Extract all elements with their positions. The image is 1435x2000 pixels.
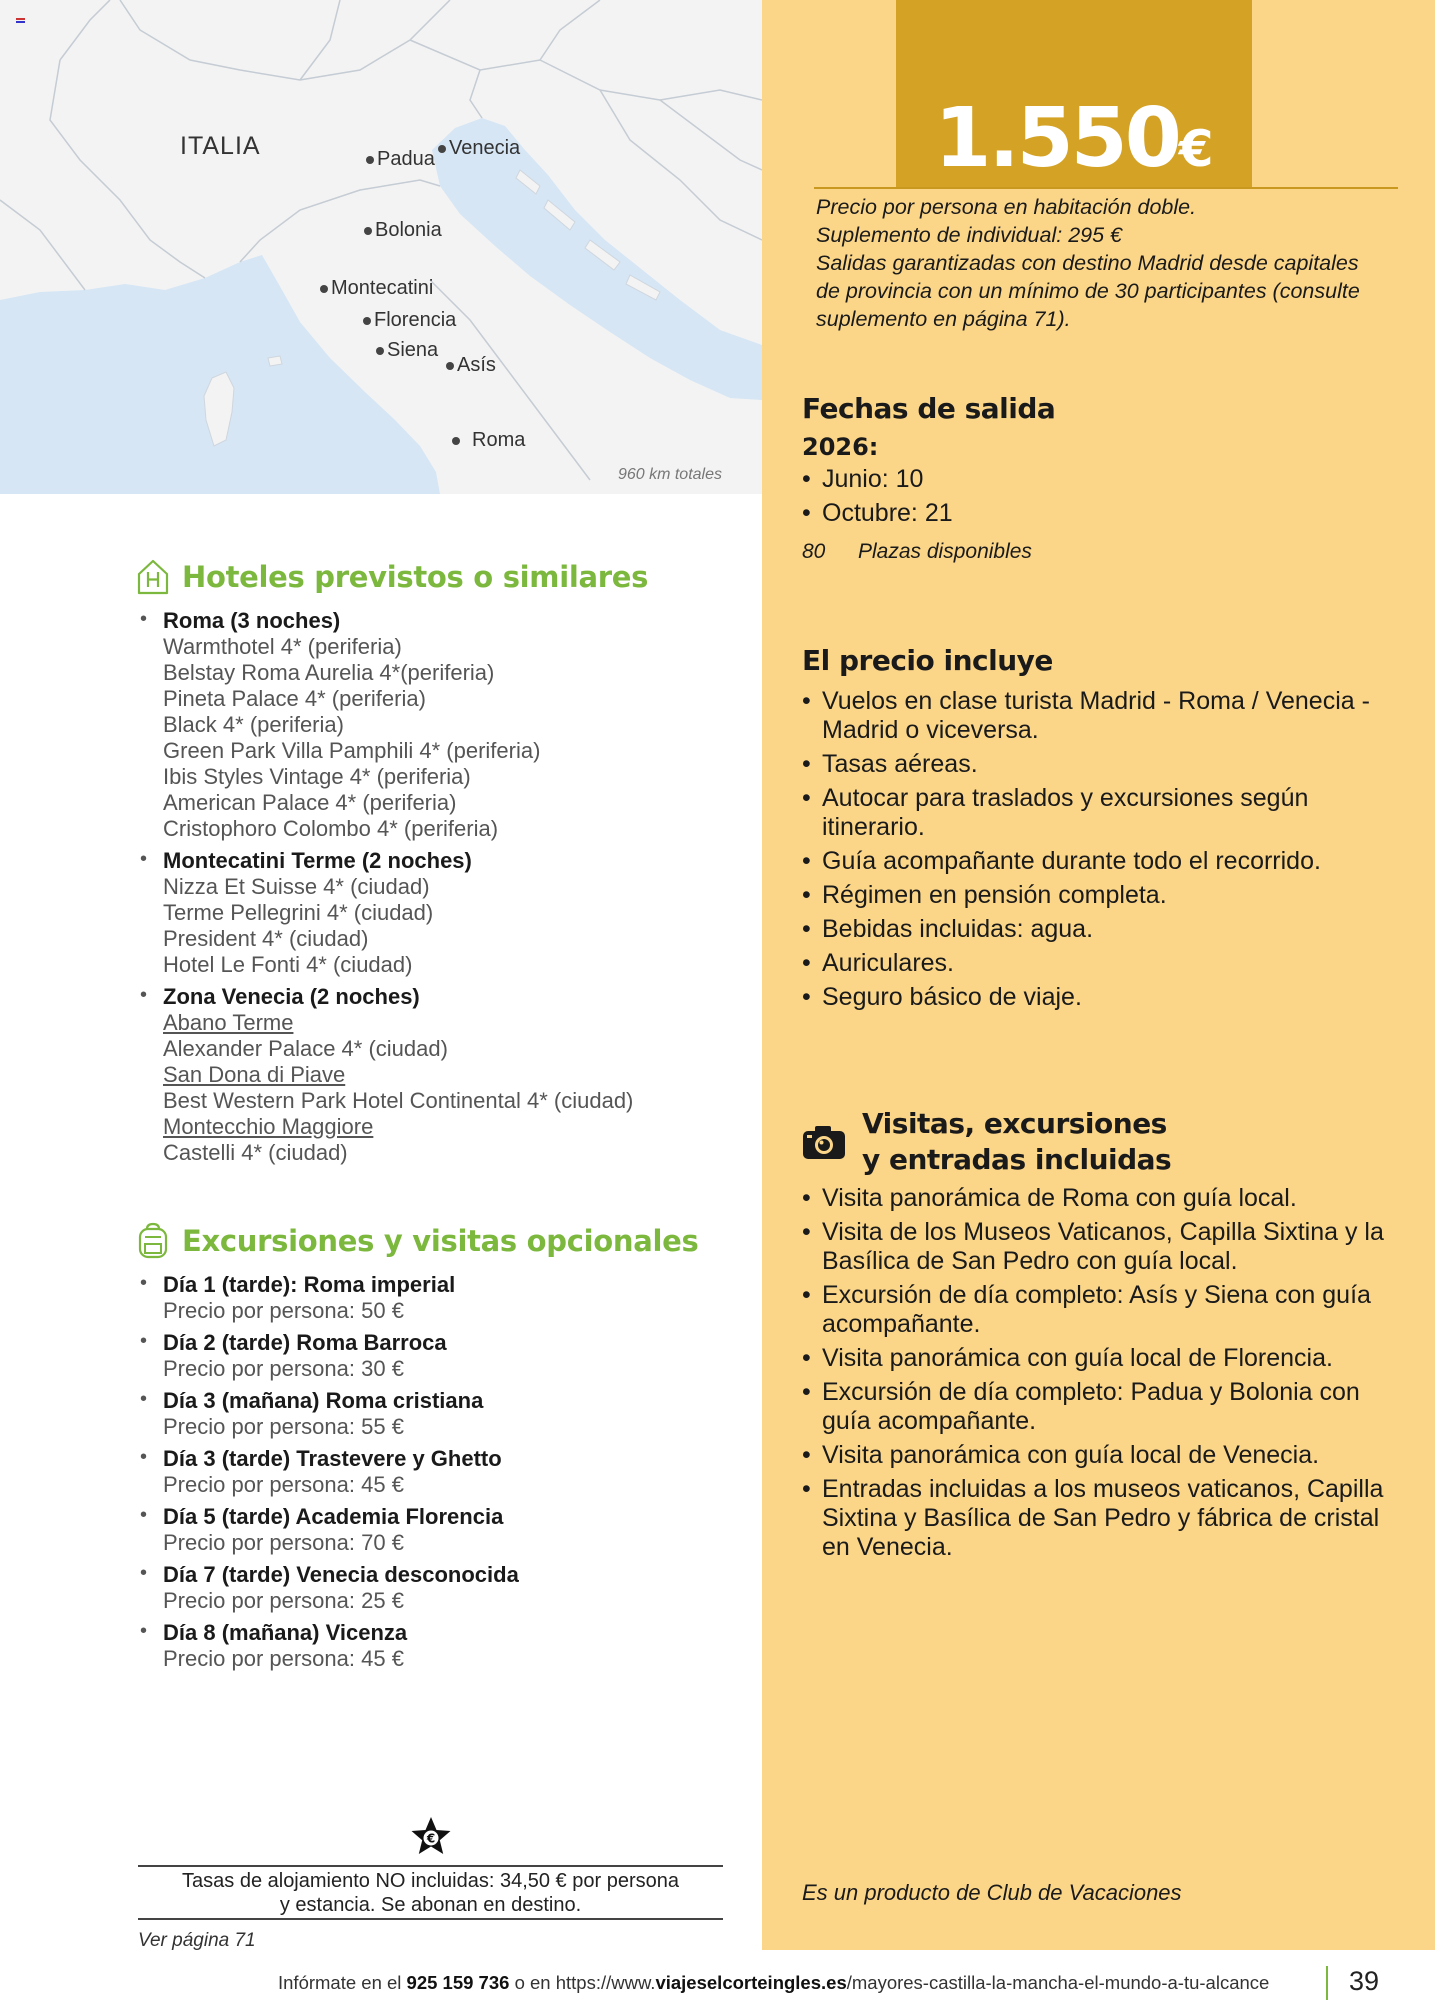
hotel-location: San Dona di Piave	[163, 1062, 346, 1087]
city-dot-icon	[364, 227, 372, 235]
price-divider	[814, 187, 1398, 189]
hotels-section	[138, 558, 738, 1172]
map-city-roma: Roma	[452, 429, 525, 452]
map-city-florencia: Florencia	[363, 309, 456, 332]
hotel-group-montecatini: • Montecatini Terme (2 noches) Nizza Et Suisse 4* (ciudad) Terme Pellegrini 4* (ciudad) President 4* (ciudad) Hotel Le Fonti 4* (ciudad)	[138, 848, 738, 978]
route-map	[0, 0, 762, 494]
hotel-item: Terme Pellegrini 4* (ciudad)	[163, 900, 434, 925]
excursion-item: • Día 3 (tarde) Trastevere y Ghetto Precio por persona: 45 €	[138, 1446, 738, 1498]
optional-excursions-section	[138, 1222, 738, 1678]
plazas-disponibles: 80 Plazas disponibles	[802, 540, 1032, 563]
hotel-item: Nizza Et Suisse 4* (ciudad)	[163, 874, 430, 899]
city-dot-icon	[446, 362, 454, 370]
price-notes: Precio por persona en habitación doble. Suplemento de individual: 295 € Salidas garantizadas con destino Madrid desde capitales de provincia con un mínimo de 30 participantes (consulte suplemento en página 71).	[816, 195, 1360, 331]
euro-star-icon	[410, 1816, 452, 1858]
svg-text:€: €	[426, 1831, 436, 1846]
included-visits-section	[802, 1106, 1402, 1567]
hotel-location: Montecchio Maggiore	[163, 1114, 374, 1139]
camera-icon	[802, 1124, 846, 1160]
city-dot-icon	[363, 317, 371, 325]
departure-dates-section	[802, 392, 1402, 564]
section-title: Fechas de salida	[802, 392, 1056, 425]
excursion-item: • Día 7 (tarde) Venecia desconocida Precio por persona: 25 €	[138, 1562, 738, 1614]
hotel-item: American Palace 4* (periferia)	[163, 790, 457, 815]
list-item: • Seguro básico de viaje.	[802, 983, 1402, 1012]
hotel-item: Hotel Le Fonti 4* (ciudad)	[163, 952, 413, 977]
section-title: Visitas, excursiones y entradas incluidas	[862, 1107, 1172, 1176]
list-item: • Vuelos en clase turista Madrid - Roma / Venecia - Madrid o viceversa.	[802, 687, 1402, 745]
list-item: • Régimen en pensión completa.	[802, 881, 1402, 910]
hotel-item: Alexander Palace 4* (ciudad)	[163, 1036, 448, 1061]
city-dot-icon	[366, 156, 374, 164]
section-header	[136, 1222, 738, 1260]
footer-domain-link[interactable]: viajeselcorteingles.es	[655, 1972, 847, 1993]
map-distance: 960 km totales	[617, 466, 722, 483]
info-panel	[762, 0, 1435, 1950]
map-city-venecia: Venecia	[438, 137, 520, 160]
hotel-item: Green Park Villa Pamphili 4* (periferia)	[163, 738, 541, 763]
list-item: • Visita de los Museos Vaticanos, Capilla Sixtina y la Basílica de San Pedro con guía local.	[802, 1218, 1402, 1276]
map-city-siena: Siena	[376, 339, 438, 362]
hotel-group-roma: • Roma (3 noches) Warmthotel 4* (periferia) Belstay Roma Aurelia 4*(periferia) Pineta Palace 4* (periferia) Black 4* (periferia) Green Park Villa Pamphili 4* (periferia) Ibis Styles Vintage 4* (periferia) American Palace 4* (periferia) Cristophoro Colombo 4* (periferia)	[138, 608, 738, 842]
excursion-item: • Día 3 (mañana) Roma cristiana Precio por persona: 55 €	[138, 1388, 738, 1440]
list-item: • Auriculares.	[802, 949, 1402, 978]
page-number: 39	[1349, 1966, 1380, 1996]
city-dot-icon	[320, 285, 328, 293]
price-box	[896, 0, 1252, 188]
footer-contact: Infórmate en el 925 159 736 o en https://www.viajeselcorteingles.es/mayores-castilla-la-mancha-el-mundo-a-tu-alcance	[278, 1972, 1270, 1993]
map-city-padua: Padua	[366, 148, 435, 171]
page-reference: Ver página 71	[138, 1930, 256, 1951]
map-city-asis: Asís	[446, 354, 496, 377]
date-item: • Junio: 10	[802, 465, 1402, 494]
footer	[0, 1966, 1435, 2000]
hotel-item: Belstay Roma Aurelia 4*(periferia)	[163, 660, 495, 685]
hotel-item: Ibis Styles Vintage 4* (periferia)	[163, 764, 471, 789]
list-item: • Visita panorámica de Roma con guía local.	[802, 1184, 1402, 1213]
map-graphic	[0, 0, 762, 494]
map-country-label: ITALIA	[180, 132, 261, 160]
divider	[1326, 1966, 1328, 2000]
hotel-item: Black 4* (periferia)	[163, 712, 344, 737]
excursion-item: • Día 1 (tarde): Roma imperial Precio por persona: 50 €	[138, 1272, 738, 1324]
excursion-item: • Día 5 (tarde) Academia Florencia Precio por persona: 70 €	[138, 1504, 738, 1556]
excursion-list	[138, 1272, 738, 1672]
hotel-item: Cristophoro Colombo 4* (periferia)	[163, 816, 499, 841]
backpack-icon	[136, 1222, 170, 1260]
hotel-location: Abano Terme	[163, 1010, 294, 1035]
list-item: • Visita panorámica con guía local de Florencia.	[802, 1344, 1402, 1373]
divider	[138, 1918, 723, 1920]
date-item: • Octubre: 21	[802, 499, 1402, 528]
section-title: El precio incluye	[802, 644, 1053, 677]
product-note: Es un producto de Club de Vacaciones	[802, 1880, 1182, 1905]
city-dot-icon	[376, 347, 384, 355]
hotel-group-venecia: • Zona Venecia (2 noches) Abano Terme Alexander Palace 4* (ciudad) San Dona di Piave Best Western Park Hotel Continental 4* (ciudad) Montecchio Maggiore Castelli 4* (ciudad)	[138, 984, 738, 1166]
city-dot-icon	[438, 145, 446, 153]
list-item: • Visita panorámica con guía local de Venecia.	[802, 1441, 1402, 1470]
list-item: • Tasas aéreas.	[802, 750, 1402, 779]
section-header	[136, 558, 738, 596]
visits-list	[802, 1184, 1402, 1562]
map-city-montecatini: Montecatini	[320, 277, 433, 300]
list-item: • Guía acompañante durante todo el recorrido.	[802, 847, 1402, 876]
hotel-item: Castelli 4* (ciudad)	[163, 1140, 348, 1165]
footer-path[interactable]: /mayores-castilla-la-mancha-el-mundo-a-tu-alcance	[846, 1972, 1270, 1993]
list-item: • Excursión de día completo: Asís y Siena con guía acompañante.	[802, 1281, 1402, 1339]
date-list	[802, 465, 1402, 528]
list-item: • Autocar para traslados y excursiones según itinerario.	[802, 784, 1402, 842]
hotel-item: Pineta Palace 4* (periferia)	[163, 686, 426, 711]
hotel-item: Warmthotel 4* (periferia)	[163, 634, 402, 659]
excursion-item: • Día 8 (mañana) Vicenza Precio por persona: 45 €	[138, 1620, 738, 1672]
list-item: • Bebidas incluidas: agua.	[802, 915, 1402, 944]
list-item: • Excursión de día completo: Padua y Bolonia con guía acompañante.	[802, 1378, 1402, 1436]
section-title: Hoteles previstos o similares	[182, 560, 649, 594]
section-header	[802, 1106, 1402, 1178]
tasas-note: Tasas de alojamiento NO incluidas: 34,50 € por persona y estancia. Se abonan en destino.	[182, 1870, 679, 1916]
section-title: Excursiones y visitas opcionales	[182, 1224, 699, 1258]
price-includes-section	[802, 644, 1402, 1017]
hotel-icon	[136, 558, 170, 596]
footer-phone[interactable]: 925 159 736	[406, 1972, 510, 1993]
map-city-bolonia: Bolonia	[364, 219, 442, 242]
flag-icon	[16, 18, 25, 26]
price-value: 1.550€	[934, 91, 1214, 186]
excursion-item: • Día 2 (tarde) Roma Barroca Precio por persona: 30 €	[138, 1330, 738, 1382]
hotel-item: Best Western Park Hotel Continental 4* (ciudad)	[163, 1088, 634, 1113]
departure-year: 2026:	[802, 433, 879, 461]
list-item: • Entradas incluidas a los museos vaticanos, Capilla Sixtina y Basílica de San Pedro y fábrica de cristal en Venecia.	[802, 1475, 1402, 1562]
divider	[138, 1865, 723, 1867]
includes-list	[802, 687, 1402, 1012]
hotel-groups	[138, 608, 738, 1166]
city-dot-icon	[452, 437, 460, 445]
hotel-item: President 4* (ciudad)	[163, 926, 369, 951]
